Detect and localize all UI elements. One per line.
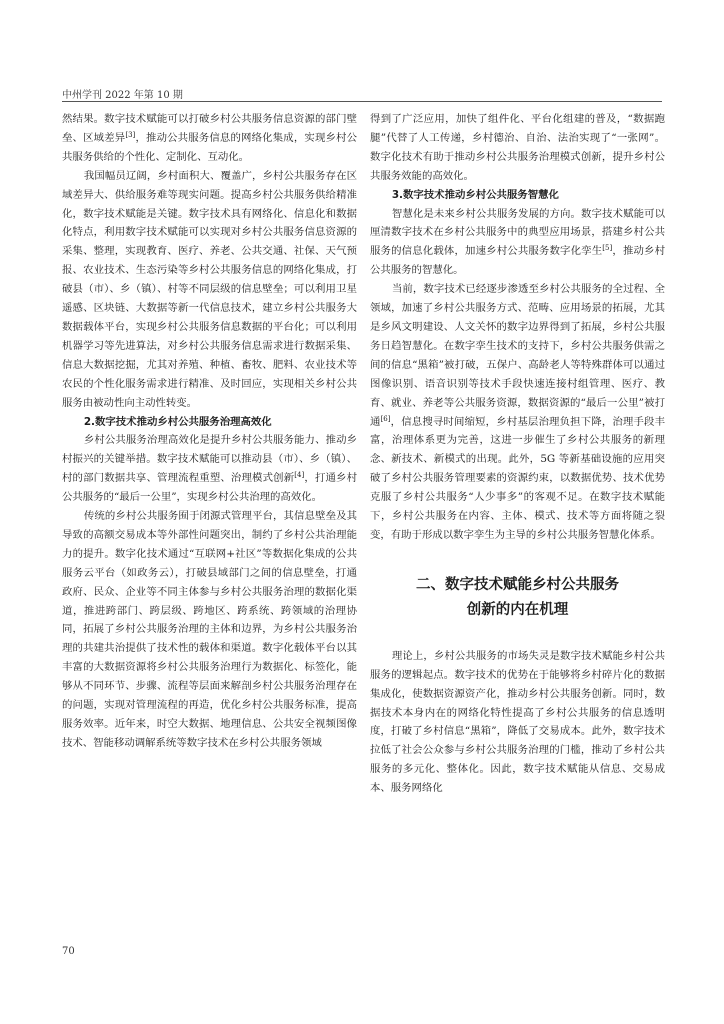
header-rule	[62, 101, 662, 102]
paragraph: 传统的乡村公共服务囿于闭源式管理平台，其信息壁垒及其导致的高额交易成本等外部性问题突出，制约了乡村公共治理能力的提升。数字化技术通过“互联网+社区”等数据化集成的公共服务云平台（如政务云），打破县域部门之间的信息壁垒，打通政府、民众、企业等不同主体参与乡村公共服务治理的数据化渠道，推进跨部门、跨层级、跨地区、跨系统、跨领域的治理协同，拓展了乡村公共服务治理的主体和边界，为乡村公共服务治理的共建共治提供了技术性的载体和渠道。数字化载体平台以其丰富的大数据资源将乡村公共服务治理行为数据化、标签化，能够从不同环节、步骤、流程等层面来解剖乡村公共服务治理存在的问题，实现对管理流程的再造，优化乡村公共服务标准，提高服务效率。近年来，时空大数据、地理信息、公共安全视频图像技术、智能移动调解系统等数字技术在乡村公共服务领域	[62, 510, 357, 749]
paragraph	[62, 431, 357, 507]
citation-ref: [6]	[380, 414, 391, 423]
left-column	[62, 110, 357, 753]
page-number: 70	[62, 946, 75, 957]
journal-header: 中州学刊 2022 年第 10 期	[62, 90, 183, 101]
paragraph-text: ，推动公共服务信息的网络化集成，实现乡村公共服务供给的个性化、定制化、互动化。	[62, 131, 358, 163]
citation-ref: [5]	[602, 244, 613, 253]
paragraph	[370, 205, 665, 281]
paragraph-text: 智慧化是未来乡村公共服务发展的方向。数字技术赋能可以厘清数字技术在乡村公共服务中的典型应用场景，搭建乡村公共服务的信息化载体，加速乡村公共服务数字化孪生	[370, 207, 665, 258]
citation-ref: [4]	[294, 471, 305, 480]
paragraph: 我国幅员辽阔，乡村面积大、覆盖广，乡村公共服务存在区域差异大、供给服务难等现实问题。提高乡村公共服务供给精准化，数字技术赋能是关键。数字技术具有网络化、信息化和数据化特点，利用数字技术赋能可以实现对乡村公共服务信息资源的采集、整理，实现教育、医疗、养老、公共交通、社保、天气预报、农业技术、生态污染等乡村公共服务信息的网络化集成，打破县（市）、乡（镇）、村等不同层级的信息壁垒；可以利用卫星遥感、区块链、大数据等新一代信息技术，建立乡村公共服务大数据载体平台，实现乡村公共服务信息数据的平台化；可以利用机器学习等先进算法，对乡村公共服务信息需求进行数据采集、信息大数据挖掘，尤其对养殖、种植、畜牧、肥料、农业技术等农民的个性化服务需求进行精准、及时回应，实现相关乡村公共服务由被动性向主动性转变。	[62, 169, 357, 409]
paragraph	[370, 280, 665, 545]
citation-ref: [3]	[125, 130, 136, 139]
paragraph-text: ，推动乡村公共服务的智慧化。	[370, 245, 666, 277]
subsection-heading: 2.数字技术推动乡村公共服务治理高效化	[83, 415, 272, 428]
section-title-line: 创新的内在机理	[466, 601, 569, 618]
paragraph-text: 乡村公共服务治理高效化是提升乡村公共服务能力、推动乡村振兴的关键举措。数字技术赋能可以推动县（市）、乡（镇）、村的部门数据共享、管理流程重塑、治理模式创新	[62, 434, 357, 485]
paragraph-text: 然结果。数字技术赋能可以打破乡村公共服务信息资源的部门壁垒、区域差异	[62, 113, 357, 144]
section-title-line: 二、数字技术赋能乡村公共服务	[416, 576, 619, 593]
paragraph-text: ，打通乡村公共服务的“最后一公里”，实现乡村公共治理的高效化。	[62, 472, 358, 504]
paragraph: 理论上，乡村公共服务的市场失灵是数字技术赋能乡村公共服务的逻辑起点。数字技术的优势在于能够将乡村碎片化的数据集成化，使数据资源资产化，推动乡村公共服务创新。同时，数据技术本身内在的网络化特性提高了乡村公共服务的信息透明度，打破了乡村信息“黑箱”，降低了交易成本。此外，数字技术拉低了社会公众参与乡村公共服务治理的门槛，推动了乡村公共服务的多元化、整体化。因此，数字技术赋能从信息、交易成本、服务网络化	[370, 649, 665, 795]
paragraph	[62, 110, 357, 167]
paragraph-text: ，信息搜寻时间缩短，乡村基层治理负担下降，治理手段丰富，治理体系更为完善，这进一步催生了乡村公共服务的新理念、新技术、新模式的出现。此外，5G 等新基础设施的应用突破了乡村公共服务管理要素的资源约束，以数据优势、技术优势克服了乡村公共服务“人少事多”的客观不足。在数字技术赋能下，乡村公共服务在内容、主体、模式、技术等方面将随之裂变，有助于形成以数字孪生为主导的乡村公共服务智慧化体系。	[370, 415, 666, 541]
subsection-heading: 3.数字技术推动乡村公共服务智慧化	[391, 188, 559, 201]
paragraph-text: 当前，数字技术已经逐步渗透至乡村公共服务的全过程、全领域，加速了乡村公共服务方式、范畴、应用场景的拓展，尤其是乡风文明建设、人文关怀的数字边界得到了拓展，乡村公共服务日趋智慧化。在数字孪生技术的支持下，乡村公共服务供需之间的信息“黑箱”被打破，五保户、高龄老人等特殊群体可以通过图像识别、语音识别等技术手段快速连接村组管理、医疗、教育、就业、养老等公共服务资源，数据资源的“最后一公里”被打通	[370, 283, 665, 428]
section-title	[370, 573, 665, 623]
right-column	[370, 110, 665, 798]
paragraph: 得到了广泛应用，加快了组件化、平台化组建的普及，“数据跑腿”代替了人工传递，乡村德治、自治、法治实现了“一张网”。数字化技术有助于推动乡村公共服务治理模式创新，提升乡村公共服务效能的高效化。	[370, 113, 665, 182]
